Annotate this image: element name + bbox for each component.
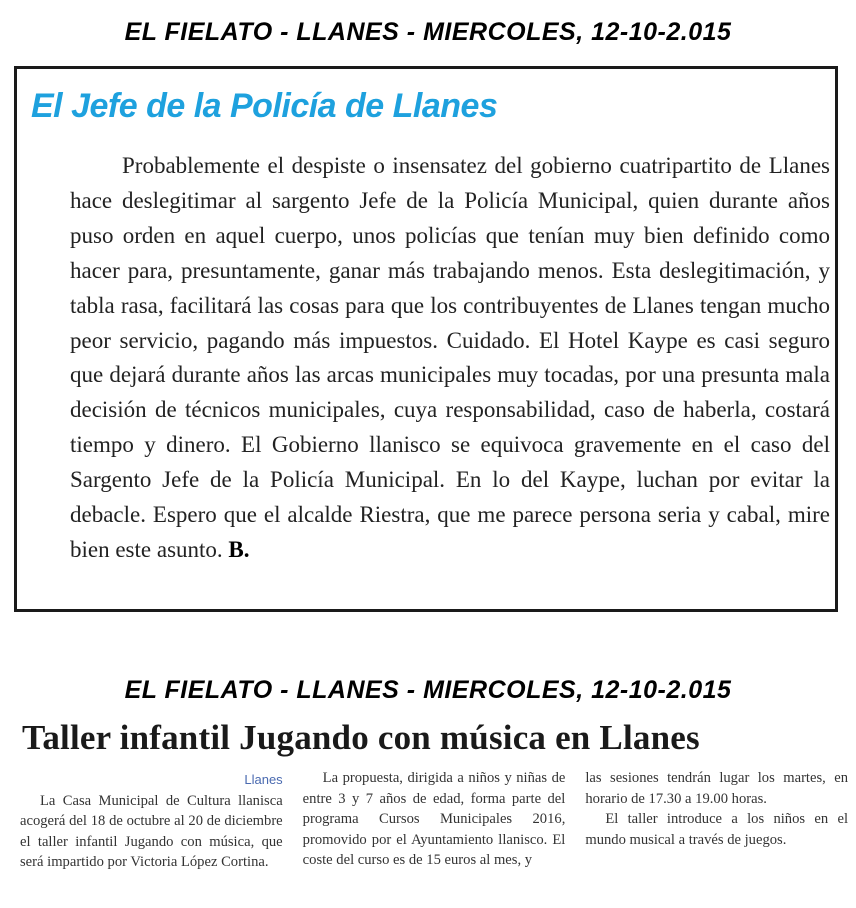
opinion-title: El Jefe de la Policía de Llanes bbox=[31, 87, 498, 125]
article-column-3 bbox=[585, 768, 848, 873]
article-paragraph: las sesiones tendrán lugar los martes, en horario de 17.30 a 19.00 horas. bbox=[585, 770, 849, 807]
header-bottom: EL FIELATO - LLANES - MIERCOLES, 12-10-2.015 bbox=[124, 676, 732, 704]
opinion-body bbox=[70, 149, 830, 568]
opinion-text: Probablemente el despiste o insensatez del gobierno cuatripartito de Llanes hace deslegitimar al sargento Jefe de la Policía Municipal, quien durante años puso orden en aquel cuerpo, unos policías que tenían muy bien definido como hacer para, presuntamente, ganar más trabajando menos. Esta deslegitimación, y tabla rasa, facilitará las cosas para que los contribuyentes de Llanes tengan mucho peor servicio, pagando más impuestos. Cuidado. El Hotel Kaype es casi seguro que dejará durante años las arcas municipales muy tocadas, por una presunta mala decisión de técnicos municipales, cuya responsabilidad, caso de haberla, costará tiempo y dinero. El Gobierno llanisco se equivoca gravemente en el caso del Sargento Jefe de la Policía Municipal. En lo del Kaype, luchan por evitar la debacle. Espero que el alcalde Riestra, que me parece persona seria y cabal, mire bien este asunto. bbox=[70, 153, 830, 562]
article-paragraph: El taller introduce a los niños en el mundo musical a través de juegos. bbox=[585, 811, 849, 848]
article-paragraph: La Casa Municipal de Cultura llanisca acogerá del 18 de octubre al 20 de diciembre el taller infantil Jugando con música, que será impartido por Victoria López Cortina. bbox=[20, 792, 283, 870]
article-byline: Llanes bbox=[244, 772, 283, 787]
article-title: Taller infantil Jugando con música en Llanes bbox=[22, 718, 700, 757]
article-paragraph: La propuesta, dirigida a niños y niñas de entre 3 y 7 años de edad, forma parte del programa Cursos Municipales 2016, promovido por el Ayuntamiento llanisco. El coste del curso es de 15 euros al mes, y bbox=[302, 770, 566, 868]
opinion-signature: B. bbox=[228, 536, 250, 562]
header-top: EL FIELATO - LLANES - MIERCOLES, 12-10-2.015 bbox=[124, 18, 732, 46]
opinion-box bbox=[14, 66, 838, 612]
article-columns bbox=[20, 768, 848, 873]
article-column-1 bbox=[20, 768, 283, 873]
article-column-2 bbox=[303, 768, 566, 873]
